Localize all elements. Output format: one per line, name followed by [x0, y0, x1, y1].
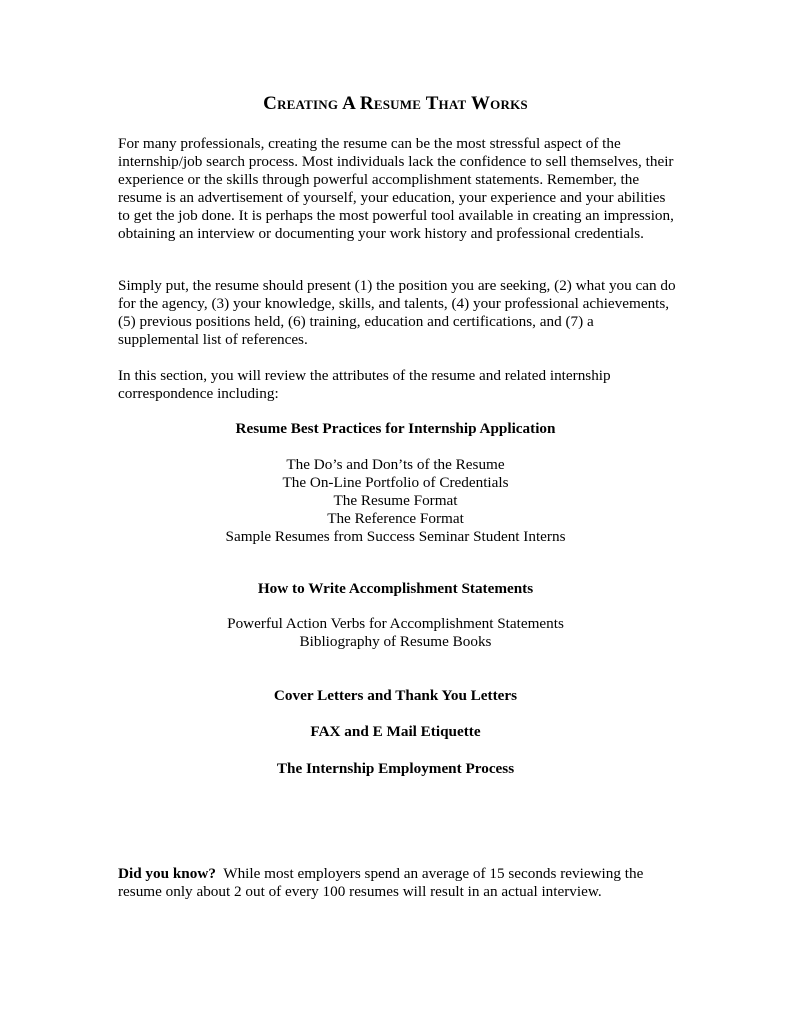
- list-item: The Reference Format: [327, 510, 464, 527]
- page-title: Creating A Resume That Works: [263, 93, 528, 114]
- intro-paragraph: For many professionals, creating the resume can be the most stressful aspect of the internship/job search process. Most individuals lack the confidence to sell themselves, their experience or the skills through powerful accomplishment statements. Remember, the resume is an advertisement of yourself, your education, your experience and your abilities to get the job done. It is perhaps the most powerful tool available in creating an impression, obtaining an interview or documenting your work history and professional credentials.: [118, 135, 674, 242]
- did-you-know-label: Did you know?: [118, 865, 216, 882]
- list-item: Bibliography of Resume Books: [299, 633, 492, 650]
- list-item: Sample Resumes from Success Seminar Student Interns: [225, 528, 566, 545]
- best-practices-list: [0, 456, 791, 546]
- accomplishment-list: [0, 615, 791, 651]
- list-item: The On-Line Portfolio of Credentials: [282, 474, 509, 491]
- list-item: Powerful Action Verbs for Accomplishment Statements: [227, 615, 564, 632]
- resume-contents-paragraph: Simply put, the resume should present (1) the position you are seeking, (2) what you can do for the agency, (3) your knowledge, skills, and talents, (4) your professional achievements, (5) previous positions held, (6) training, education and certifications, and (7) a supplemental list of references.: [118, 277, 676, 348]
- list-item: The Do’s and Don’ts of the Resume: [286, 456, 505, 473]
- best-practices-heading: Resume Best Practices for Internship Application: [235, 420, 556, 437]
- fax-email-heading: FAX and E Mail Etiquette: [310, 723, 481, 740]
- did-you-know-note: [118, 865, 678, 901]
- did-you-know-text: While most employers spend an average of 15 seconds reviewing the resume only about 2 out of every 100 resumes will result in an actual interview.: [118, 865, 644, 900]
- accomplishment-heading: How to Write Accomplishment Statements: [257, 580, 534, 597]
- employment-process-heading: The Internship Employment Process: [276, 760, 515, 777]
- cover-letters-heading: Cover Letters and Thank You Letters: [273, 687, 518, 704]
- section-overview-paragraph: In this section, you will review the attributes of the resume and related internship correspondence including:: [118, 367, 611, 402]
- list-item: The Resume Format: [333, 492, 458, 509]
